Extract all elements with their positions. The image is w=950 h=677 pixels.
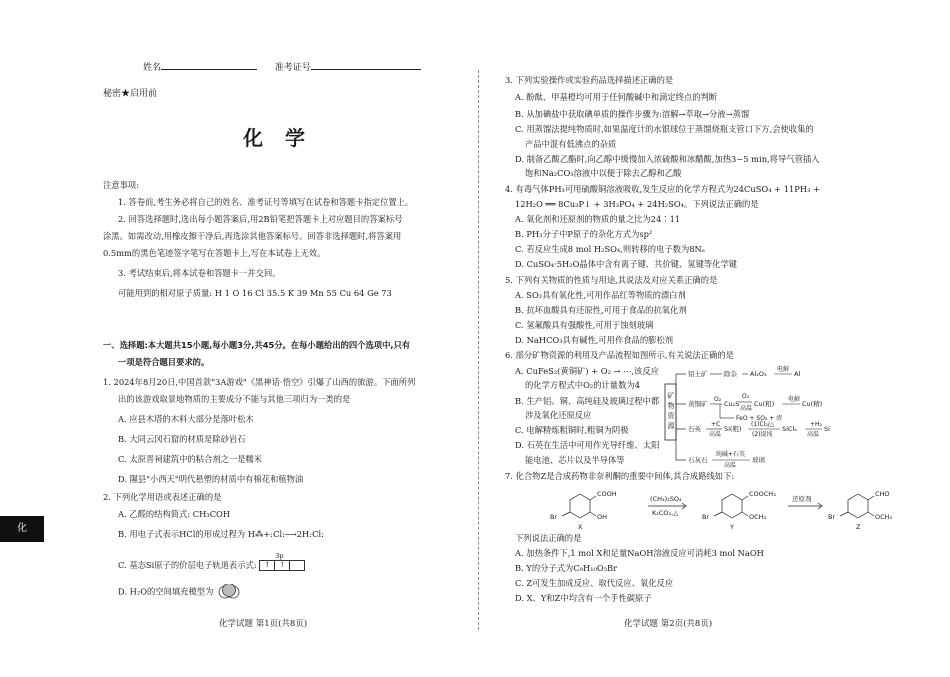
flow-row2-item-3: O₂ (742, 393, 750, 400)
q1-stem: 1. 2024年8月20日,中国首款"3A游戏"《黑神话·悟空》引爆了山西的旅游。下面所列 (103, 377, 416, 387)
flow-row3-item-0: 石英 (688, 425, 701, 433)
reagent-1: (CH₃)₂SO₄ (650, 495, 682, 503)
q7-stem: 7. 化合物Z是合成药物非奈利酮的重要中间体,其合成路线如下: (505, 471, 735, 481)
flow-row2b: FeO + SO₂ + 渣 (736, 415, 783, 422)
atomic-masses: 可能用到的相对原子质量: H 1 O 16 Cl 35.5 K 39 Mn 55 Cu 64 Ge 73 (118, 288, 392, 298)
name-label: 姓名 (143, 63, 162, 73)
q5-option-c: C. 氢氟酸具有强酸性,可用于蚀刻玻璃 (515, 320, 654, 330)
q2-option-b: B. 用电子式表示HCl的形成过程为 H⁂+:Cl:⟶2H:Cl: (118, 529, 324, 539)
flow-row4-item-1: 纯碱+石英 (716, 451, 746, 458)
flow-row3-item-1: +C (711, 421, 721, 428)
water-model-icon (216, 584, 242, 600)
q1-stem-cont: 出的该游戏取景地物质的主要成分不能与其他三项归为一类的是 (118, 394, 351, 404)
orbital-label: 3p (275, 552, 284, 560)
flow-row4-item-0: 石灰石 (688, 456, 708, 464)
q2-option-d (118, 584, 242, 600)
q3-option-b: B. 从加碘盐中获取碘单质的操作步骤为:溶解→萃取→分液→蒸馏 (515, 109, 750, 119)
flow-row3-cond-0: 高温 (709, 431, 722, 438)
q1-option-c: C. 太原晋祠建筑中的粘合剂之一是糯米 (118, 454, 263, 464)
orbital-box-1: ↑ (259, 560, 275, 571)
label-z: Z (856, 523, 861, 531)
q2-option-d-text: D. H₂O的空间填充模型为 (118, 586, 214, 597)
q7-option-a: A. 加热条件下,1 mol X和足量NaOH溶液反应可消耗3 mol NaOH (515, 548, 764, 558)
left-footer: 化学试题 第1页(共8页) (219, 619, 308, 629)
name-underline (161, 60, 257, 70)
flow-row3-item-2: Si(粗) (724, 425, 742, 433)
flow-row1-item-3: 电解 (777, 366, 790, 373)
q2-option-a: A. 乙醛的结构简式: CH₃COH (118, 509, 231, 519)
q5-option-b: B. 抗坏血酸具有还原性,可用于食品的抗氧化剂 (515, 305, 687, 315)
q5-stem: 5. 下列有关物质的性质与用途,其说法及对应关系正确的是 (505, 275, 718, 285)
q2-option-c (118, 552, 305, 571)
q3-option-c: C. 用蒸馏法提纯物质时,如果温度计的水银球位于蒸馏烧瓶支管口下方,会使收集的 (515, 124, 814, 134)
flow-source-4: 源 (667, 422, 675, 430)
label-y: Y (730, 523, 734, 531)
q3-option-a: A. 酚酞、甲基橙均可用于任何酸碱中和滴定终点的判断 (515, 92, 718, 102)
name-field (143, 60, 421, 73)
q1-option-a: A. 应县木塔的木料大部分是落叶松木 (118, 414, 254, 424)
q1-option-d: D. 隰县"小西天"明代悬塑的材质中有棉花和植物油 (118, 474, 304, 484)
flow-row3-item-4: SiCl₄ (782, 425, 797, 433)
q2-option-c-text: C. 基态Si原子的价层电子轨道表示式: (118, 560, 257, 570)
q4-stem: 4. 有毒气体PH₃可用硫酸铜溶液吸收,发生反应的化学方程式为24CuSO₄ + 11PH₃ + (505, 184, 821, 194)
q4-option-d: D. CuSO₄·5H₂O晶体中含有离子键、共价键、氢键等化学键 (515, 259, 738, 269)
q3-option-d: D. 制备乙酸乙酯时,向乙醇中缓慢加入浓硫酸和冰醋酸,加热3~5 min,将导气管插入 (515, 154, 820, 164)
q6-option-b: B. 生产铝、铜、高纯硅及玻璃过程中都 (515, 396, 660, 406)
q6-option-d: D. 石英在生活中可用作光导纤维、太阳 (515, 440, 660, 450)
flow-source-2: 物 (667, 402, 675, 410)
flow-row2-item-2: Cu₂S (724, 400, 740, 408)
q5-option-d: D. NaHCO₃具有碱性,可用作食品的膨松剂 (515, 335, 674, 345)
q7-option-b: B. Y的分子式为C₉H₁₀O₃Br (515, 563, 618, 573)
flow-row2-item-6: Cu(精) (802, 400, 823, 408)
notice-title: 注意事项: (103, 180, 139, 190)
q1-option-b: B. 大同云冈石窟的材质是除砂岩石 (118, 434, 246, 444)
flow-row4-cond: 高温 (724, 462, 737, 469)
x-group-cooh: COOH (597, 490, 617, 498)
flow-row1-item-4: Al (794, 370, 801, 378)
q7-option-d: D. X、Y和Z中均含有一个手性碳原子 (515, 593, 652, 603)
y-group-br: Br (702, 513, 710, 521)
q7-prompt: 下列说法正确的是 (515, 533, 582, 543)
q3-option-d-cont: 饱和Na₂CO₃溶液中以便于除去乙醇和乙酸 (525, 168, 682, 178)
q3-option-c-cont: 产品中混有低沸点的杂质 (525, 139, 617, 149)
q2-stem: 2. 下列化学用语或表述正确的是 (103, 492, 222, 502)
confidential-label: 秘密★启用前 (103, 89, 158, 99)
notice-3: 3. 考试结束后,将本试卷和答题卡一并交回。 (118, 268, 281, 278)
flow-row2-item-1: O₂ (714, 396, 722, 403)
right-footer: 化学试题 第2页(共8页) (624, 619, 713, 629)
q4-option-a: A. 氧化剂和还原剂的物质的量之比为24∶11 (515, 214, 681, 224)
flow-row2-item-0: 黄铜矿 (688, 400, 708, 408)
notice-2: 2. 回答选择题时,选出每小题答案后,用2B铅笔把答题卡上对应题目的答案标号 (118, 214, 403, 224)
y-group-och3: OCH₃ (749, 513, 767, 521)
id-label: 准考证号 (274, 63, 311, 73)
flow-row2-item-5: 电解 (788, 396, 801, 403)
notice-2-cont: 涂黑。如需改动,用橡皮擦干净后,再选涂其他答案标号。回答非选择题时,将答案用 (103, 231, 402, 241)
reagent-2: K₂CO₃,△ (652, 509, 679, 517)
page-title: 化学 (243, 126, 327, 150)
notice-2-cont2: 0.5mm的黑色笔迹签字笔写在答题卡上,写在本试卷上无效。 (103, 248, 326, 258)
z-group-och3: OCH₃ (875, 513, 893, 521)
orbital-box-3 (290, 560, 305, 571)
flow-source-3: 资 (667, 412, 675, 420)
q6-option-a: A. CuFeS₂(黄铜矿) + O₂ → ⋯,该反应 (515, 366, 659, 376)
section-heading-cont: 一项是符合题目要求的。 (118, 357, 210, 367)
flow-row1-item-0: 铝土矿 (688, 370, 708, 378)
id-underline (311, 60, 421, 70)
flow-row2-cond: 高温 (740, 405, 753, 412)
orbital-diagram (259, 552, 305, 571)
flow-row3-item-6: Si (824, 425, 830, 433)
subject-tab: 化 (0, 516, 44, 542)
q3-stem: 3. 下列实验操作或实验药品选择描述正确的是 (505, 75, 674, 85)
flow-row3-cond-1: (2)提纯 (752, 431, 773, 438)
x-group-oh: OH (597, 513, 608, 521)
q6-option-a-cont: 的化学方程式中O₂的计量数为4 (525, 380, 640, 390)
q5-option-a: A. SO₂具有氧化性,可用作品红等物质的漂白剂 (515, 290, 686, 300)
z-group-br: Br (828, 513, 836, 521)
flow-row1-item-1: 除杂 (724, 370, 737, 378)
mineral-flow-diagram (664, 364, 926, 470)
flow-row3-cond-2: 高温 (807, 431, 820, 438)
flow-row3-item-3: (1)Cl₂/△ (751, 421, 775, 428)
q7-option-c: C. Z可发生加成反应、取代反应、氧化反应 (515, 578, 674, 588)
y-group-cooch3: COOCH₃ (749, 490, 776, 498)
x-group-br: Br (550, 513, 558, 521)
section-heading: 一、选择题:本大题共15小题,每小题3分,共45分。在每小题给出的四个选项中,只有 (103, 340, 411, 350)
orbital-box-2: ↑ (275, 560, 290, 571)
flow-row2-item-4: Cu(粗) (754, 400, 775, 408)
q6-option-d-cont: 能电池、芯片以及半导体等 (525, 455, 625, 465)
q6-option-c: C. 电解精炼粗铜时,粗铜为阴极 (515, 425, 629, 435)
q4-option-b: B. PH₃分子中P原子的杂化方式为sp² (515, 229, 653, 239)
synthesis-route (518, 484, 898, 532)
q4-option-c: C. 若反应生成8 mol H₂SO₄,则转移的电子数为8Nₐ (515, 244, 706, 254)
z-group-cho: CHO (875, 490, 890, 498)
flow-row4-item-2: 玻璃 (752, 456, 765, 464)
q6-stem: 6. 部分矿物资源的利用及产品流程如图所示,有关说法正确的是 (505, 350, 734, 360)
notice-1: 1. 答卷前,考生务必将自己的姓名、准考证号等填写在试卷和答题卡指定位置上。 (118, 197, 414, 207)
flow-source-1: 矿 (667, 392, 675, 400)
q6-option-b-cont: 涉及氧化还原反应 (525, 410, 592, 420)
flow-row3-item-5: +H₂ (810, 421, 822, 428)
right-page (478, 0, 950, 677)
flow-row1-item-2: Al₂O₃ (750, 370, 767, 378)
q4-stem-cont: 12H₂O ══ 8Cu₃P↓ + 3H₃PO₄ + 24H₂SO₄。下列说法正确的是 (515, 199, 759, 209)
label-x: X (578, 523, 583, 531)
reagent-3: 还原剂 (792, 495, 812, 503)
